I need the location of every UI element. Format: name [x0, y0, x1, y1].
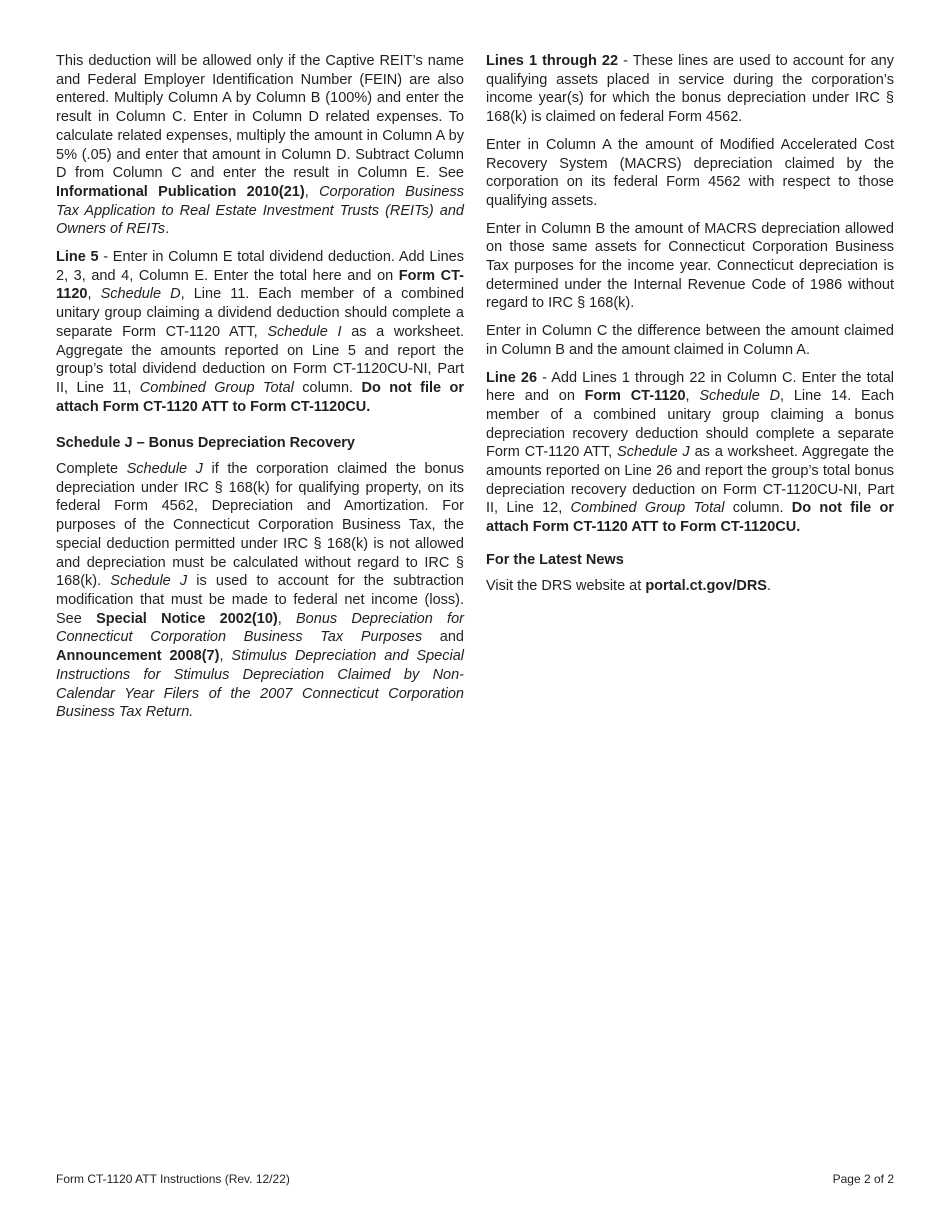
latest-news-paragraph: [486, 577, 894, 596]
schedule-j-paragraph: [56, 460, 464, 722]
publication-reference: Informational Publication 2010(21): [56, 183, 305, 200]
text: column.: [293, 379, 362, 396]
schedule-reference: Schedule J: [617, 444, 690, 461]
column-b-paragraph: Enter in Column B the amount of MACRS depreciation allowed on those same assets for Connecticut Corporation Business Tax purposes for the income year. Connecticut depreciation is determined under the Internal Revenue Code of 1986 without regard to IRC § 168(k).: [486, 220, 894, 312]
text: - These lines are used to account for any qualifying assets placed in service during the corporation’s income year(s) for which the bonus depreciation under IRC § 168(k) is claimed on federal Form 4562.: [486, 53, 894, 126]
schedule-reference: Schedule D: [100, 286, 181, 303]
text: ,: [277, 610, 297, 627]
line-5-paragraph: [56, 248, 464, 416]
captive-reit-paragraph: [56, 52, 464, 239]
text: , Line 14. Each member of a combined unitary group claiming a bonus depreciation recovery deduction should complete a separate Form CT-1120 ATT,: [486, 388, 895, 461]
column-reference: Combined Group Total: [139, 379, 294, 396]
text: Complete: [56, 461, 127, 478]
line-label: Line 5: [56, 249, 99, 266]
form-reference: Form CT-1120: [584, 388, 686, 405]
schedule-reference: Schedule J: [126, 461, 203, 478]
line-label: Line 26: [486, 369, 538, 386]
form-reference: Form CT-1120: [56, 267, 464, 303]
line-label: Lines 1 through 22: [486, 53, 619, 69]
text: as a worksheet. Aggregate the amounts reported on Line 26 and report the group’s total bonus depreciation recovery deduction on Form CT-1120CU-NI, Part II, Line 12,: [486, 444, 895, 517]
warning-text: Do not file or attach Form CT-1120 ATT to Form CT-1120CU.: [56, 379, 464, 415]
column-a-paragraph: Enter in Column A the amount of Modified Accelerated Cost Recovery System (MACRS) depreciation claimed by the corporation on its federal Form 4562 with respect to those qualifying assets.: [486, 136, 894, 209]
text: if the corporation claimed the bonus depreciation under IRC § 168(k) for qualifying property, on its federal Form 4562, Depreciation and Amortization. For purposes of the Connecticut Corporation Business Tax, the special deduction permitted under IRC § 168(k) is not allowed and depreciation must be calculated without regard to IRC § 168(k).: [56, 461, 464, 590]
text: column.: [724, 500, 792, 517]
publication-title: Corporation Business Tax Application to Real Estate Investment Trusts (REITs) and Owners of REITs: [56, 183, 464, 238]
schedule-j-heading: Schedule J – Bonus Depreciation Recovery: [56, 435, 355, 452]
latest-news-heading: For the Latest News: [486, 551, 624, 568]
schedule-reference: Schedule I: [267, 323, 342, 340]
warning-text: Do not file or attach Form CT-1120 ATT to Form CT-1120CU.: [486, 500, 894, 536]
column-reference: Combined Group Total: [570, 500, 725, 517]
footer-page-number: Page 2 of 2: [832, 1172, 894, 1186]
notice-title: Bonus Depreciation for Connecticut Corporation Business Tax Purposes: [56, 610, 464, 646]
text: and: [422, 629, 464, 646]
text: ,: [219, 648, 232, 665]
schedule-reference: Schedule D: [699, 388, 781, 405]
website-link[interactable]: portal.ct.gov/DRS: [645, 577, 767, 594]
right-column: [486, 52, 894, 604]
footer-form-id: Form CT-1120 ATT Instructions (Rev. 12/22): [56, 1172, 290, 1186]
text: ,: [685, 388, 700, 405]
line-26-paragraph: [486, 369, 894, 537]
text: ,: [87, 286, 101, 303]
text: This deduction will be allowed only if the Captive REIT’s name and Federal Employer Identification Number (FEIN) are also entered. Multiply Column A by Column B (100%) and enter the result in Column C. Enter in Column D related expenses. To calculate related expenses, multiply the amount in Column A by 5% (.05) and enter that amount in Column D. Subtract Column D from Column C and enter the result in Column E. See: [56, 53, 464, 182]
text: - Add Lines 1 through 22 in Column C. Enter the total here and on: [486, 369, 894, 405]
column-c-paragraph: Enter in Column C the difference between the amount claimed in Column B and the amount claimed in Column A.: [486, 323, 894, 358]
text: as a worksheet. Aggregate the amounts reported on Line 5 and report the group’s total dividend deduction on Form CT-1120CU-NI, Part II, Line 11,: [56, 323, 465, 396]
text: is used to account for the subtraction modification that must be made to federal net income (loss). See: [56, 573, 464, 627]
text: ,: [304, 183, 320, 200]
text: - Enter in Column E total dividend deduction. Add Lines 2, 3, and 4, Column E. Enter the total here and on: [56, 249, 464, 284]
text: Visit the DRS website at: [486, 577, 646, 594]
notice-reference: Special Notice 2002(10): [96, 610, 278, 627]
schedule-reference: Schedule J: [110, 573, 188, 590]
announcement-reference: Announcement 2008(7): [56, 648, 220, 665]
text: .: [165, 221, 170, 238]
lines-1-22-paragraph: [486, 52, 894, 127]
left-column: [56, 52, 464, 731]
announcement-title: Stimulus Depreciation and Special Instructions for Stimulus Depreciation Claimed by Non-Calendar Year Filers of the 2007 Connecticut Corporation Business Tax Return.: [56, 648, 464, 721]
text: .: [766, 577, 771, 594]
text: , Line 11. Each member of a combined unitary group claiming a dividend deduction should complete a separate Form CT-1120 ATT,: [56, 286, 465, 340]
